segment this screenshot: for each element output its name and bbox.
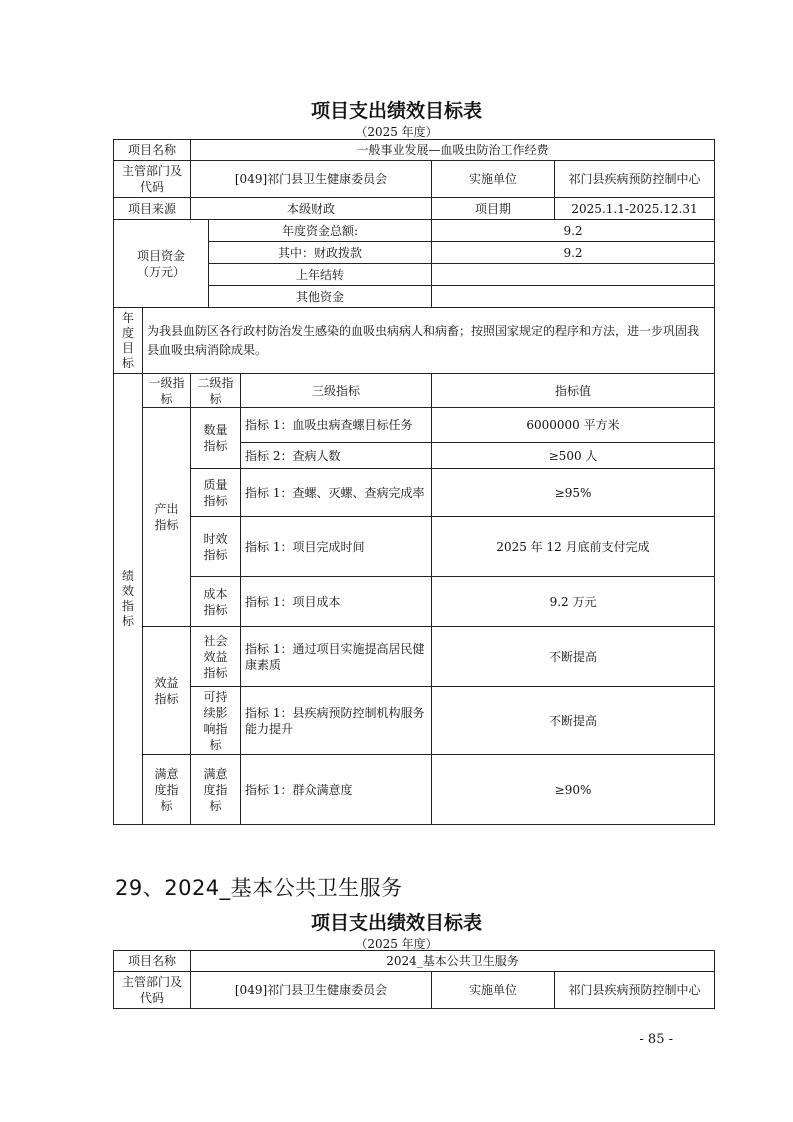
section-heading: 29、2024_基本公共卫生服务 [115,876,403,900]
t2-value-dept: [049]祁门县卫生健康委员会 [191,972,432,1009]
label-dept: 主管部门及代码 [114,161,191,198]
label-sustainable-text: 可持续影响指标 [203,689,228,752]
label-benefit-text: 效益指标 [154,675,179,706]
performance-table-2 [113,950,715,1009]
t2-value-impl-unit: 祁门县疾病预防控制中心 [555,972,715,1009]
label-satisfaction-l2-text: 满意度指标 [203,766,228,813]
label-annual-goal [114,308,143,374]
value-period: 2025.1.1-2025.12.31 [555,198,715,220]
table1-title: 项目支出绩效目标表 [310,100,482,122]
label-period: 项目期 [432,198,555,220]
value-impl-unit: 祁门县疾病预防控制中心 [555,161,715,198]
indicator-su1-value: 不断提高 [432,687,715,755]
header-level3: 三级指标 [241,374,432,408]
label-impl-unit: 实施单位 [432,161,555,198]
indicator-c1: 指标 1：项目成本 [241,577,432,627]
t2-label-impl-unit: 实施单位 [432,972,555,1009]
value-funds-fiscal: 9.2 [432,242,715,264]
label-funds-total: 年度资金总额: [209,220,432,242]
indicator-ql1-value: ≥95% [432,469,715,517]
label-project-name: 项目名称 [114,140,191,161]
page-number: - 85 - [639,1032,673,1047]
t2-value-project-name: 2024_基本公共卫生服务 [191,951,715,972]
indicator-sat1: 指标 1：群众满意度 [241,755,432,825]
label-timeliness-text: 时效指标 [203,531,228,562]
label-satisfaction-l1 [143,755,191,825]
label-annual-goal-text: 年度目标 [121,310,134,370]
indicator-s1: 指标 1：通过项目实施提高居民健康素质 [241,627,432,687]
label-funds-fiscal: 其中：财政拨款 [209,242,432,264]
label-sustainable [191,687,241,755]
label-benefit [143,627,191,755]
header-value: 指标值 [432,374,715,408]
t2-label-project-name: 项目名称 [114,951,191,972]
label-social-benefit-text: 社会效益指标 [203,633,228,680]
label-satisfaction-l1-text: 满意度指标 [154,766,179,813]
t2-label-dept: 主管部门及代码 [114,972,191,1009]
label-timeliness [191,517,241,577]
value-project-name: 一般事业发展—血吸虫防治工作经费 [191,140,715,161]
header-level1: 一级指标 [143,374,191,408]
indicator-ql1: 指标 1：查螺、灭螺、查病完成率 [241,469,432,517]
value-source: 本级财政 [191,198,432,220]
value-funds-other [432,286,715,308]
label-quality-text: 质量指标 [203,477,228,508]
indicator-sat1-value: ≥90% [432,755,715,825]
label-quantity [191,408,241,469]
label-satisfaction-l2 [191,755,241,825]
value-funds-total: 9.2 [432,220,715,242]
label-funds [114,220,209,308]
label-output [143,408,191,627]
label-source: 项目来源 [114,198,191,220]
value-funds-carry [432,264,715,286]
label-funds-other: 其他资金 [209,286,432,308]
performance-table-1 [113,139,715,825]
label-funds-text: 项目资金（万元） [136,248,185,279]
value-dept: [049]祁门县卫生健康委员会 [191,161,432,198]
indicator-t1-value: 2025 年 12 月底前支付完成 [432,517,715,577]
indicator-t1: 指标 1：项目完成时间 [241,517,432,577]
header-level2: 二级指标 [191,374,241,408]
indicator-su1: 指标 1：县疾病预防控制机构服务能力提升 [241,687,432,755]
indicator-c1-value: 9.2 万元 [432,577,715,627]
indicator-s1-value: 不断提高 [432,627,715,687]
label-cost-text: 成本指标 [203,586,228,617]
label-output-text: 产出指标 [154,502,179,532]
label-social-benefit [191,627,241,687]
label-quality [191,469,241,517]
label-funds-carry: 上年结转 [209,264,432,286]
label-performance-text: 绩效指标 [121,569,134,628]
indicator-q2-value: ≥500 人 [432,443,715,469]
label-quantity-text: 数量指标 [203,423,228,453]
indicator-q1-value: 6000000 平方米 [432,408,715,443]
table2-title: 项目支出绩效目标表 [310,912,482,934]
table1-year: （2025 年度） [355,125,438,139]
indicator-q2: 指标 2：查病人数 [241,443,432,469]
value-annual-goal: 为我县血防区各行政村防治发生感染的血吸虫病病人和病畜；按照国家规定的程序和方法，进一步巩固我县血吸虫病消除成果。 [143,308,715,374]
table2-year: （2025 年度） [355,937,438,951]
indicator-q1: 指标 1：血吸虫病查螺目标任务 [241,408,432,443]
label-cost [191,577,241,627]
label-performance [114,374,143,825]
